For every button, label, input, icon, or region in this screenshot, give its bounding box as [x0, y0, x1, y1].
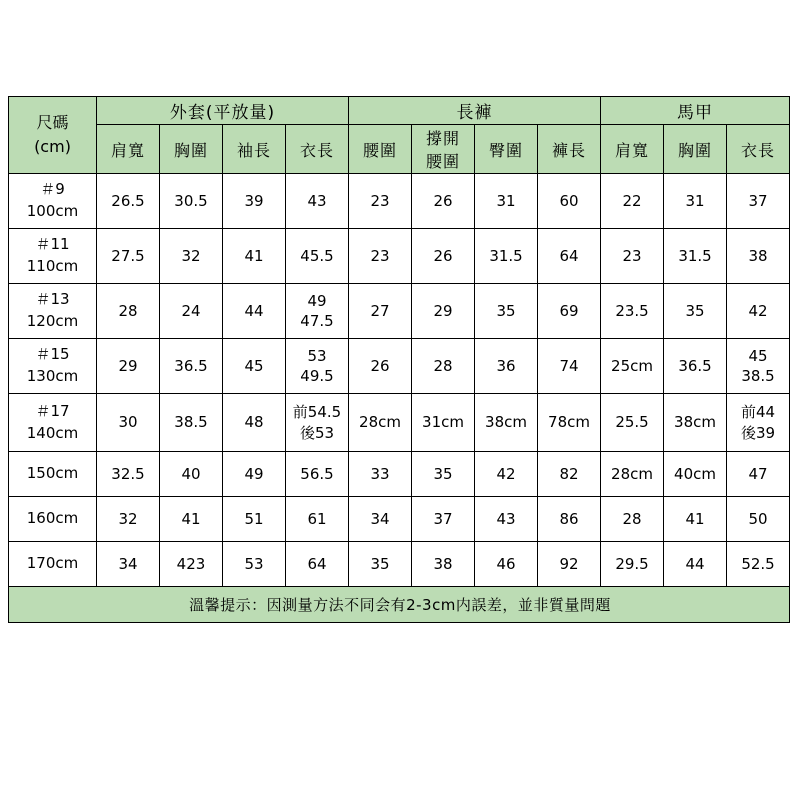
column-header-vest-length: 衣長 — [727, 125, 790, 174]
size-chart-table — [8, 96, 790, 623]
table-cell: 42 — [727, 284, 790, 339]
table-row — [9, 284, 790, 339]
table-cell: 28 — [97, 284, 160, 339]
column-header-jacket-chest: 胸圍 — [160, 125, 223, 174]
table-cell: 38 — [727, 229, 790, 284]
table-cell: 35 — [475, 284, 538, 339]
measurement-note: 溫馨提示：因測量方法不同会有2-3cm内誤差，並非質量問題 — [9, 587, 790, 623]
table-cell: 32 — [97, 497, 160, 542]
row-size-line2: 100cm — [26, 202, 79, 220]
table-cell: 86 — [538, 497, 601, 542]
table-cell: 45 — [223, 339, 286, 394]
row-size-line2: 120cm — [26, 312, 79, 330]
stretch-waist-line2: 腰圍 — [426, 152, 461, 171]
table-cell: 49 — [223, 452, 286, 497]
table-cell: 37 — [727, 174, 790, 229]
table-cell: 38.5 — [160, 394, 223, 452]
table-cell: 43 — [286, 174, 349, 229]
row-size-label — [9, 174, 97, 229]
table-cell: 36 — [475, 339, 538, 394]
table-cell: 26 — [349, 339, 412, 394]
table-cell: 56.5 — [286, 452, 349, 497]
table-cell: 40cm — [664, 452, 727, 497]
row-size-line2: 140cm — [26, 423, 79, 442]
table-cell: 41 — [223, 229, 286, 284]
corner-label-line2: (cm) — [34, 137, 71, 156]
table-cell: 29 — [412, 284, 475, 339]
table-cell: 40 — [160, 452, 223, 497]
table-cell: 37 — [412, 497, 475, 542]
table-cell: 82 — [538, 452, 601, 497]
table-cell: 38cm — [664, 394, 727, 452]
table-cell: 92 — [538, 542, 601, 587]
table-cell: 24 — [160, 284, 223, 339]
table-cell: 46 — [475, 542, 538, 587]
table-cell: 52.5 — [727, 542, 790, 587]
table-cell: 38cm — [475, 394, 538, 452]
row-size-label — [9, 339, 97, 394]
row-size-line2: 170cm — [26, 554, 79, 573]
group-header-pants: 長褲 — [349, 97, 601, 125]
group-header-jacket: 外套(平放量) — [97, 97, 349, 125]
table-cell: 45.5 — [286, 229, 349, 284]
table-cell: 33 — [349, 452, 412, 497]
table-cell: 31cm — [412, 394, 475, 452]
table-cell: 41 — [160, 497, 223, 542]
corner-size-label — [9, 97, 97, 174]
table-cell: 32.5 — [97, 452, 160, 497]
table-cell: 30 — [97, 394, 160, 452]
table-cell: 34 — [97, 542, 160, 587]
table-cell: 35 — [412, 452, 475, 497]
table-cell: 60 — [538, 174, 601, 229]
table-cell: 23.5 — [601, 284, 664, 339]
row-size-line1: ＃9 — [40, 180, 65, 199]
row-size-label — [9, 542, 97, 587]
table-cell: 23 — [601, 229, 664, 284]
table-cell: 36.5 — [160, 339, 223, 394]
table-row — [9, 339, 790, 394]
table-cell: 49 47.5 — [286, 284, 349, 339]
table-cell: 26.5 — [97, 174, 160, 229]
table-row — [9, 394, 790, 452]
table-row — [9, 497, 790, 542]
row-size-line2: 110cm — [26, 257, 79, 275]
table-cell: 前54.5 後53 — [286, 394, 349, 452]
table-cell: 74 — [538, 339, 601, 394]
table-cell: 26 — [412, 229, 475, 284]
row-size-line2: 150cm — [26, 464, 79, 483]
row-size-label — [9, 229, 97, 284]
row-size-line2: 130cm — [26, 367, 79, 385]
column-header-pants-hip: 臀圍 — [475, 125, 538, 174]
row-size-label — [9, 452, 97, 497]
column-header-pants-length: 褲長 — [538, 125, 601, 174]
table-cell: 31.5 — [664, 229, 727, 284]
table-cell: 41 — [664, 497, 727, 542]
column-header-vest-chest: 胸圍 — [664, 125, 727, 174]
table-cell: 64 — [538, 229, 601, 284]
table-cell: 前44 後39 — [727, 394, 790, 452]
column-header-vest-shoulder: 肩寬 — [601, 125, 664, 174]
table-cell: 45 38.5 — [727, 339, 790, 394]
table-cell: 51 — [223, 497, 286, 542]
table-cell: 27 — [349, 284, 412, 339]
column-header-jacket-length: 衣長 — [286, 125, 349, 174]
row-size-line1: ＃13 — [35, 290, 70, 309]
table-cell: 25cm — [601, 339, 664, 394]
table-cell: 78cm — [538, 394, 601, 452]
size-chart-container — [8, 96, 790, 623]
row-size-label — [9, 497, 97, 542]
size-chart-body — [9, 174, 790, 587]
table-cell: 26 — [412, 174, 475, 229]
column-header-jacket-sleeve: 袖長 — [223, 125, 286, 174]
table-cell: 22 — [601, 174, 664, 229]
table-row — [9, 452, 790, 497]
table-cell: 28cm — [349, 394, 412, 452]
table-cell: 35 — [664, 284, 727, 339]
table-cell: 61 — [286, 497, 349, 542]
table-cell: 31.5 — [475, 229, 538, 284]
table-row — [9, 229, 790, 284]
table-cell: 48 — [223, 394, 286, 452]
column-header-pants-stretch-waist — [412, 125, 475, 174]
table-cell: 34 — [349, 497, 412, 542]
table-cell: 38 — [412, 542, 475, 587]
table-cell: 42 — [475, 452, 538, 497]
table-cell: 423 — [160, 542, 223, 587]
table-cell: 44 — [223, 284, 286, 339]
table-cell: 28 — [412, 339, 475, 394]
column-header-jacket-shoulder: 肩寬 — [97, 125, 160, 174]
table-cell: 64 — [286, 542, 349, 587]
group-header-vest: 馬甲 — [601, 97, 790, 125]
table-cell: 53 — [223, 542, 286, 587]
table-cell: 69 — [538, 284, 601, 339]
table-cell: 28 — [601, 497, 664, 542]
table-cell: 50 — [727, 497, 790, 542]
table-cell: 35 — [349, 542, 412, 587]
stretch-waist-line1: 撐開 — [426, 129, 461, 148]
row-size-line1: ＃15 — [35, 345, 70, 364]
note-row — [9, 587, 790, 623]
table-cell: 31 — [475, 174, 538, 229]
table-cell: 39 — [223, 174, 286, 229]
table-cell: 29.5 — [601, 542, 664, 587]
header-group-row — [9, 97, 790, 125]
row-size-label — [9, 394, 97, 452]
table-cell: 43 — [475, 497, 538, 542]
table-row — [9, 542, 790, 587]
table-cell: 31 — [664, 174, 727, 229]
table-cell: 29 — [97, 339, 160, 394]
table-cell: 36.5 — [664, 339, 727, 394]
table-cell: 28cm — [601, 452, 664, 497]
table-cell: 30.5 — [160, 174, 223, 229]
table-cell: 47 — [727, 452, 790, 497]
row-size-line1: ＃11 — [35, 235, 70, 254]
table-cell: 53 49.5 — [286, 339, 349, 394]
row-size-line2: 160cm — [26, 509, 79, 528]
table-cell: 27.5 — [97, 229, 160, 284]
table-cell: 44 — [664, 542, 727, 587]
table-cell: 32 — [160, 229, 223, 284]
table-cell: 25.5 — [601, 394, 664, 452]
table-row — [9, 174, 790, 229]
row-size-label — [9, 284, 97, 339]
column-header-pants-waist: 腰圍 — [349, 125, 412, 174]
header-column-row — [9, 125, 790, 174]
row-size-line1: ＃17 — [35, 401, 70, 420]
table-cell: 23 — [349, 229, 412, 284]
corner-label-line1: 尺碼 — [36, 113, 69, 132]
table-cell: 23 — [349, 174, 412, 229]
